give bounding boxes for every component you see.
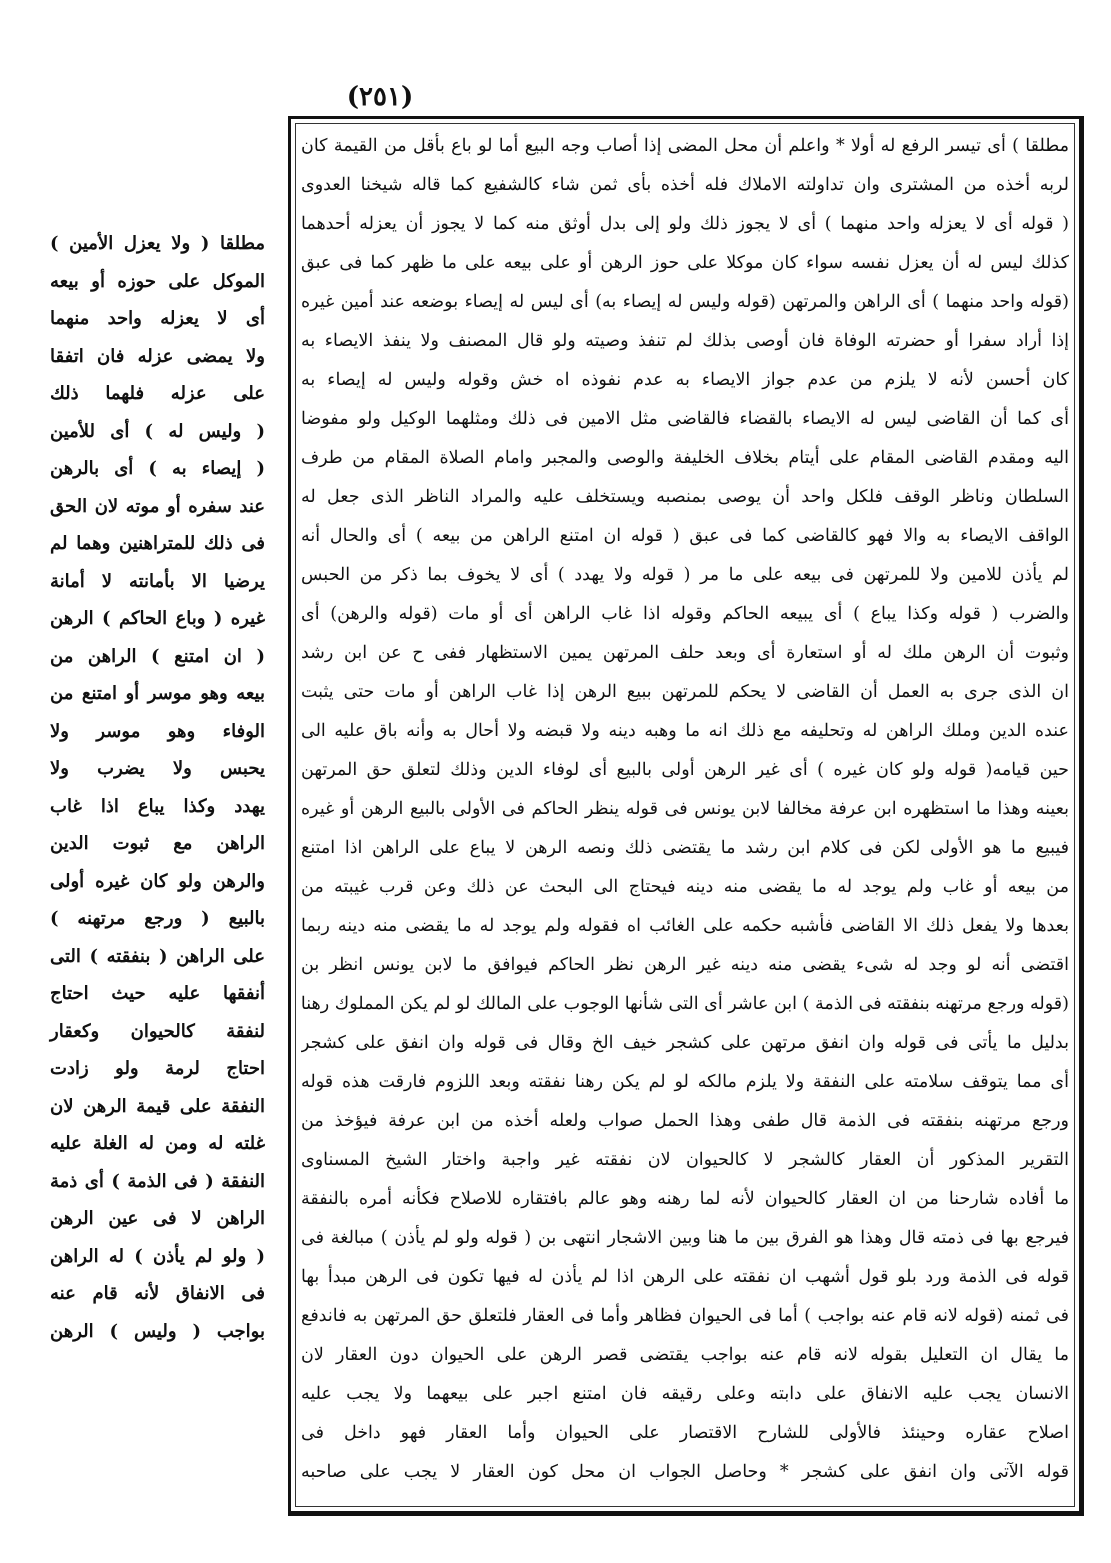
margin-line: فى الانفاق لأنه قام عنه — [50, 1283, 265, 1304]
margin-line: والرهن ولو كان غيره أولى — [50, 870, 265, 892]
commentary-line: بعدها ولا يفعل ذلك الا القاضى فأشبه حكمه على الغائب اه فقوله ولم يوجد له ما يقضى منه دينه ربما — [301, 916, 1069, 936]
commentary-line: اليه ومقدم القاضى المقام على أيتام بخلاف الخليفة والوصى والمجبر وامام الصلاة المقام من طرف — [301, 448, 1069, 468]
commentary-line: التقرير المذكور أن العقار كالشجر لا كالحيوان لان نفقته غير واجبة واختار الشيخ المسناوى — [301, 1150, 1069, 1170]
margin-line: النفقة على قيمة الرهن لان — [50, 1095, 265, 1117]
margin-line: ( إيصاء به ) أى بالرهن — [50, 458, 265, 479]
margin-line: بيعه وهو موسر أو امتنع من — [50, 683, 265, 704]
margin-line: مطلقا ( ولا يعزل الأمين ) — [50, 233, 265, 254]
margin-line: غلته له ومن له الغلة عليه — [50, 1133, 265, 1154]
commentary-line: كان أحسن لأنه لا يلزم من عدم جواز الايصاء به عدم نفوذه اه خش وقوله وليس له إيصاء به — [301, 370, 1069, 390]
commentary-line: ان الذى جرى به العمل أن القاضى لا يحكم للمرتهن ببيع الرهن إذا غاب الراهن أو مات حتى يثبت — [301, 682, 1069, 702]
margin-line: فى ذلك للمتراهنين وهما لم — [50, 533, 265, 554]
margin-line: غيره ( وباع الحاكم ) الرهن — [50, 608, 265, 629]
commentary-line: فيبيع ما هو الأولى لكن فى كلام ابن رشد ما يقتضى ذلك ونصه الرهن لا يباع على الراهن اذا امتنع — [301, 838, 1069, 858]
commentary-line: حين قيامه( قوله ولو كان غيره ) أى غير الرهن أولى بالبيع أى لوفاء الدين وذلك لتعلق حق المرتهن — [301, 760, 1069, 780]
margin-line: يهدد وكذا يباع اذا غاب — [50, 795, 265, 817]
margin-line: النفقة ( فى الذمة ) أى ذمة — [50, 1170, 265, 1192]
commentary-line: بدليل ما يأتى فى قوله وان انفق مرتهن على كشجر خيف الخ وقال فى قوله وان انفق على كشجر — [301, 1033, 1069, 1053]
commentary-line: قوله فى الذمة ورد بلو قول أشهب ان نفقته على الرهن اذا لم يأذن له فيها تكون فى الرهن مبدأ بها — [301, 1267, 1069, 1287]
commentary-line: إذا أراد سفرا أو حضرته الوفاة فان أوصى بذلك لم تنفذ وصيته ولو قال المصنف ولا ينفذ الايصاء به — [301, 331, 1069, 351]
commentary-line: أى مما يتوقف سلامته على النفقة ولا يلزم مالكه لو لم يكن رهنا نفقته وبعد اللزوم فارقت هذه قوله — [301, 1072, 1069, 1092]
commentary-line: من بيعه أو غاب ولم يوجد له ما يقضى منه دينه فيحتاج الى البحث عن ذلك وعن قرب غيبته من — [301, 877, 1069, 897]
margin-line: الموكل على حوزه أو بيعه — [50, 270, 265, 292]
commentary-line: لربه أخذه من المشترى وان تداولته الاملاك فله أخذه بأى ثمن شاء كالشفيع كما قاله شيخنا العدوى — [301, 175, 1069, 195]
commentary-line: الواقف الايصاء به والا فهو كالقاضى كما فى عبق ( قوله ان امتنع الراهن من بيعه ) أى والحال أنه — [301, 526, 1069, 546]
commentary-line: الانسان يجب عليه الانفاق على دابته وعلى رقيقه فان امتنع اجبر على بيعهما ولا يجب عليه — [301, 1384, 1069, 1404]
margin-line: ولا يمضى عزله فان اتفقا — [50, 345, 265, 367]
commentary-line: ما يقال ان التعليل بقوله لانه قام عنه بواجب يقتضى قصر الرهن على الحيوان دون العقار لان — [301, 1345, 1069, 1365]
margin-line: أى لا يعزله واحد منهما — [50, 308, 265, 329]
margin-line: يرضيا الا بأمانته لا أمانة — [50, 570, 265, 592]
commentary-line: (قوله ورجع مرتهنه بنفقته فى الذمة ) ابن عاشر أى التى شأنها الوجوب على المالك لو لم يكن المملوك رهنا — [301, 994, 1069, 1014]
margin-text — [50, 225, 265, 1350]
commentary-line: بعينه وهذا ما استظهره ابن عرفة مخالفا لابن يونس فى قوله ينظر الحاكم فى الأولى بالبيع الرهن أو غيره — [301, 799, 1069, 819]
commentary-line: ورجع مرتهنه بنفقته فى الذمة قال طفى وهذا الحمل صواب ولعله أخذه من ابن عرفة فيؤخذ من — [301, 1111, 1069, 1131]
commentary-frame — [288, 116, 1084, 1516]
margin-line: ( ان امتنع ) الراهن من — [50, 645, 265, 667]
margin-line: بواجب ( وليس ) الرهن — [50, 1320, 265, 1342]
margin-line: يحبس ولا يضرب ولا — [50, 758, 265, 779]
commentary-line: اقتضى أنه لو وجد له شىء يقضى منه دينه غير الرهن نظر الحاكم فيوافق ما لابن يونس انظر بن — [301, 955, 1069, 975]
margin-line: الراهن مع ثبوت الدين — [50, 833, 265, 854]
commentary-line: (قوله واحد منهما ) أى الراهن والمرتهن (قوله وليس له إيصاء به) أى ليس له إيصاء بوضعه عند أمين غيره — [301, 292, 1069, 312]
margin-line: على الراهن ( بنفقته ) التى — [50, 945, 265, 967]
margin-line: عند سفره أو موته لان الحق — [50, 495, 265, 517]
commentary-line: قوله الآتى وان انفق على كشجر * وحاصل الجواب ان محل كون العقار لا يجب على صاحبه — [301, 1462, 1069, 1482]
commentary-line: عنده الدين وملك الراهن له وتحليفه مع ذلك انه ما وهبه دينه ولا قبضه ولا أحال به وأنه باق عليه الى — [301, 721, 1069, 741]
margin-line: ( وليس له ) أى للأمين — [50, 420, 265, 442]
commentary-line: فيرجع بها فى ذمته قال وهذا هو الفرق بين ما هنا وبين الاشجار انتهى بن ( قوله ولو لم يأذن ) مبالغة فى — [301, 1228, 1069, 1248]
commentary-line: مطلقا ) أى تيسر الرفع له أولا * واعلم أن محل المضى إذا أصاب وجه البيع أما لو باع بأقل من القيمة كان — [301, 136, 1069, 156]
commentary-line: والضرب ( قوله وكذا يباع ) أى يبيعه الحاكم وقوله اذا غاب الراهن أى أو مات (قوله والرهن) أى — [301, 604, 1069, 624]
commentary-line: فى ثمنه (قوله لانه قام عنه بواجب ) أما فى الحيوان فظاهر وأما فى العقار فلتعلق حق المرتهن به فاندفع — [301, 1306, 1069, 1326]
margin-line: الراهن لا فى عين الرهن — [50, 1208, 265, 1229]
margin-line: بالبيع ( ورجع مرتهنه ) — [50, 908, 265, 929]
page-number: (٢٥١) — [346, 82, 414, 112]
margin-line: على عزله فلهما ذلك — [50, 383, 265, 404]
commentary-line: اصلاح عقاره وحينئذ فالأولى للشارح الاقتصار على الحيوان وأما العقار فهو داخل فى — [301, 1423, 1069, 1443]
commentary-line: كذلك ليس له أن يعزل نفسه سواء كان موكلا على حوز الرهن أو على بيعه على ما ظهر كما فى عبق — [301, 253, 1069, 273]
commentary-line: أى كما أن القاضى ليس له الايصاء بالقضاء فالقاضى مثل الامين فى ذلك ومثلهما الوكيل ولو مفوضا — [301, 409, 1069, 429]
commentary-line: ( قوله أى لا يعزله واحد منهما ) أى لا يجوز ذلك ولو إلى بدل أوثق منه كما لا يجوز أن يعزله أحدهما — [301, 214, 1069, 234]
margin-line: احتاج لرمة ولو زادت — [50, 1058, 265, 1079]
margin-line: لنفقة كالحيوان وكعقار — [50, 1020, 265, 1042]
commentary-line: السلطان وناظر الوقف فلكل واحد أن يوصى بمنصبه ويستخلف عليه والمراد الناظر الذى جعل له — [301, 487, 1069, 507]
margin-line: أنفقها عليه حيث احتاج — [50, 983, 265, 1004]
margin-line: ( ولو لم يأذن ) له الراهن — [50, 1245, 265, 1267]
commentary-text — [301, 127, 1069, 1492]
margin-line: الوفاء وهو موسر ولا — [50, 720, 265, 742]
commentary-line: لم يأذن للامين ولا للمرتهن فى بيعه على ما مر ( قوله ولا يهدد ) أى لا يخوف بما ذكر من الحبس — [301, 565, 1069, 585]
commentary-line: وثبوت أن الرهن ملك له أو استعارة أى وبعد حلف المرتهن يمين الاستظهار ففى ح عن ابن رشد — [301, 643, 1069, 663]
commentary-line: ما أفاده شارحنا من ان العقار كالحيوان لأنه لما رهنه وهو عالم بافتقاره للاصلاح فكأنه أمره بالنفقة — [301, 1189, 1069, 1209]
